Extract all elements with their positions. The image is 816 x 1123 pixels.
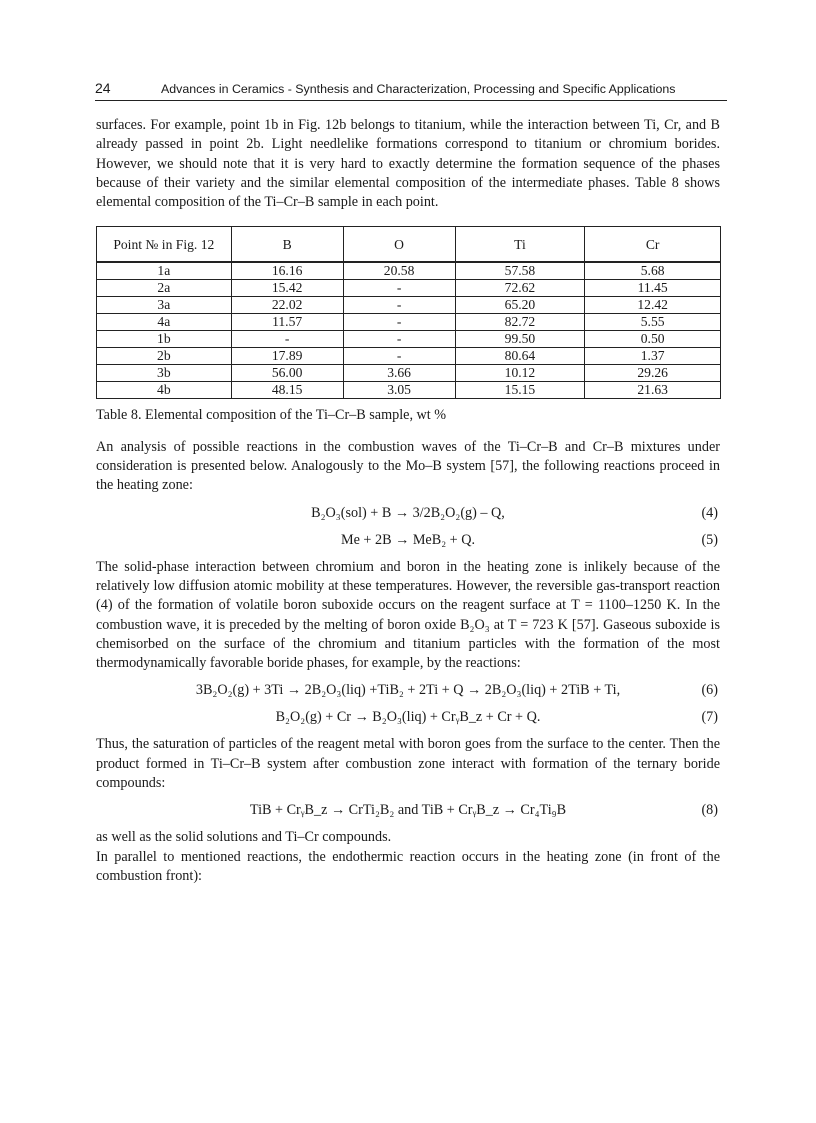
table-cell: - bbox=[343, 331, 455, 348]
table-caption: Table 8. Elemental composition of the Ti–Cr–B sample, wt % bbox=[96, 407, 447, 424]
table-cell: 15.42 bbox=[231, 280, 343, 297]
table-cell: 3.05 bbox=[343, 382, 455, 399]
equation-number: (8) bbox=[701, 802, 718, 819]
composition-table bbox=[96, 226, 721, 399]
table-cell: 80.64 bbox=[455, 348, 585, 365]
table-cell: - bbox=[231, 331, 343, 348]
table-cell: - bbox=[343, 280, 455, 297]
table-cell: 3a bbox=[97, 297, 232, 314]
table-cell: 5.55 bbox=[585, 314, 721, 331]
equation bbox=[96, 801, 720, 820]
equation-formula: B₂O₃(sol) + B → 3/2B₂O₂(g) – Q, bbox=[311, 504, 505, 521]
table-cell: 20.58 bbox=[343, 262, 455, 280]
table-cell: 99.50 bbox=[455, 331, 585, 348]
table-cell: 72.62 bbox=[455, 280, 585, 297]
table-cell: 5.68 bbox=[585, 262, 721, 280]
paragraph: Thus, the saturation of particles of the reagent metal with boron goes from the surface to the center. Then the product formed in Ti–Cr–B system after combustion zone interact with formation of the ternary boride compounds: bbox=[96, 736, 720, 792]
table-cell: - bbox=[343, 314, 455, 331]
table-cell: 0.50 bbox=[585, 331, 721, 348]
equation bbox=[96, 681, 720, 700]
table-cell: 16.16 bbox=[231, 262, 343, 280]
table-cell: 4b bbox=[97, 382, 232, 399]
table-cell: 56.00 bbox=[231, 365, 343, 382]
table-row bbox=[97, 262, 721, 280]
table-cell: - bbox=[343, 297, 455, 314]
table-cell: 65.20 bbox=[455, 297, 585, 314]
table-cell: 15.15 bbox=[455, 382, 585, 399]
table-row bbox=[97, 331, 721, 348]
table-cell: 11.57 bbox=[231, 314, 343, 331]
table-cell: 48.15 bbox=[231, 382, 343, 399]
table-cell: 2a bbox=[97, 280, 232, 297]
equation-number: (7) bbox=[701, 709, 718, 726]
paragraph: An analysis of possible reactions in the combustion waves of the Ti–Cr–B and Cr–B mixtures under consideration is presented below. Analogously to the Mo–B system [57], the following reactions proceed in the heating zone: bbox=[96, 438, 720, 494]
table-cell: 10.12 bbox=[455, 365, 585, 382]
table-row bbox=[97, 365, 721, 382]
table-cell: 57.58 bbox=[455, 262, 585, 280]
table-header-cell: O bbox=[343, 227, 455, 263]
equation bbox=[96, 708, 720, 727]
table-cell: 21.63 bbox=[585, 382, 721, 399]
table-header-cell: Cr bbox=[585, 227, 721, 263]
table-header-cell: B bbox=[231, 227, 343, 263]
table-cell: 17.89 bbox=[231, 348, 343, 365]
table-cell: 12.42 bbox=[585, 297, 721, 314]
table-row bbox=[97, 348, 721, 365]
equation-formula: Me + 2B → MeB₂ + Q. bbox=[340, 531, 476, 548]
equation-formula: 3B₂O₂(g) + 3Ti → 2B₂O₃(liq) +TiB₂ + 2Ti + Q → 2B₂O₃(liq) + 2TiB + Ti, bbox=[195, 682, 621, 699]
table-header-cell: Ti bbox=[455, 227, 585, 263]
table-header-cell: Point № in Fig. 12 bbox=[97, 227, 232, 263]
equation-number: (6) bbox=[701, 682, 718, 699]
table-row bbox=[97, 314, 721, 331]
table-row bbox=[97, 280, 721, 297]
table-row bbox=[97, 297, 721, 314]
page-number: 24 bbox=[95, 80, 111, 96]
paragraph: as well as the solid solutions and Ti–Cr compounds. bbox=[96, 829, 392, 846]
equation-formula: TiB + CrᵧB_z → CrTi₂B₂ and TiB + CrᵧB_z → Cr₄Ti₉B bbox=[249, 802, 567, 819]
table-cell: - bbox=[343, 348, 455, 365]
paragraph: In parallel to mentioned reactions, the endothermic reaction occurs in the heating zone (in front of the combustion front): bbox=[96, 848, 720, 884]
table-cell: 3.66 bbox=[343, 365, 455, 382]
table-cell: 1a bbox=[97, 262, 232, 280]
table-cell: 2b bbox=[97, 348, 232, 365]
equation-formula: B₂O₂(g) + Cr → B₂O₃(liq) + CrᵧB_z + Cr + Q. bbox=[275, 709, 541, 726]
paragraph: The solid-phase interaction between chromium and boron in the heating zone is inlikely because of the relatively low diffusion atomic mobility at these temperatures. However, the reversible gas-transport reaction (4) of the formation of volatile boron suboxide occurs on the reagent surface at T = 1100–1250 K. In the combustion wave, it is preceded by the melting of boron oxide B₂O₃ at T = 723 K [57]. Gaseous suboxide is chemisorbed on the surface of the chromium and titanium particles with the formation of the most thermodynamically favorable boride phases, for example, by the reactions: bbox=[96, 558, 720, 672]
table-cell: 29.26 bbox=[585, 365, 721, 382]
table-header-row bbox=[97, 227, 721, 263]
table-cell: 22.02 bbox=[231, 297, 343, 314]
paragraph: surfaces. For example, point 1b in Fig. 12b belongs to titanium, while the interaction between Ti, Cr, and B already passed in point 2b. Light needlelike formations correspond to titanium or chromium borides. However, we should note that it is very hard to exactly determine the formation sequence of the phases because of their variety and the similar elemental composition of the intermediate phases. Table 8 shows elemental composition of the Ti–Cr–B sample in each point. bbox=[96, 117, 720, 211]
running-title: Advances in Ceramics - Synthesis and Characterization, Processing and Specific Applications bbox=[161, 82, 676, 96]
equation bbox=[96, 531, 720, 550]
table-cell: 1b bbox=[97, 331, 232, 348]
equation bbox=[96, 504, 720, 523]
table-cell: 1.37 bbox=[585, 348, 721, 365]
table-cell: 82.72 bbox=[455, 314, 585, 331]
table-row bbox=[97, 382, 721, 399]
page-body bbox=[96, 116, 720, 886]
table-cell: 3b bbox=[97, 365, 232, 382]
table-cell: 4a bbox=[97, 314, 232, 331]
equation-number: (5) bbox=[701, 531, 718, 548]
page-header bbox=[95, 80, 727, 101]
equation-number: (4) bbox=[701, 504, 718, 521]
table-cell: 11.45 bbox=[585, 280, 721, 297]
